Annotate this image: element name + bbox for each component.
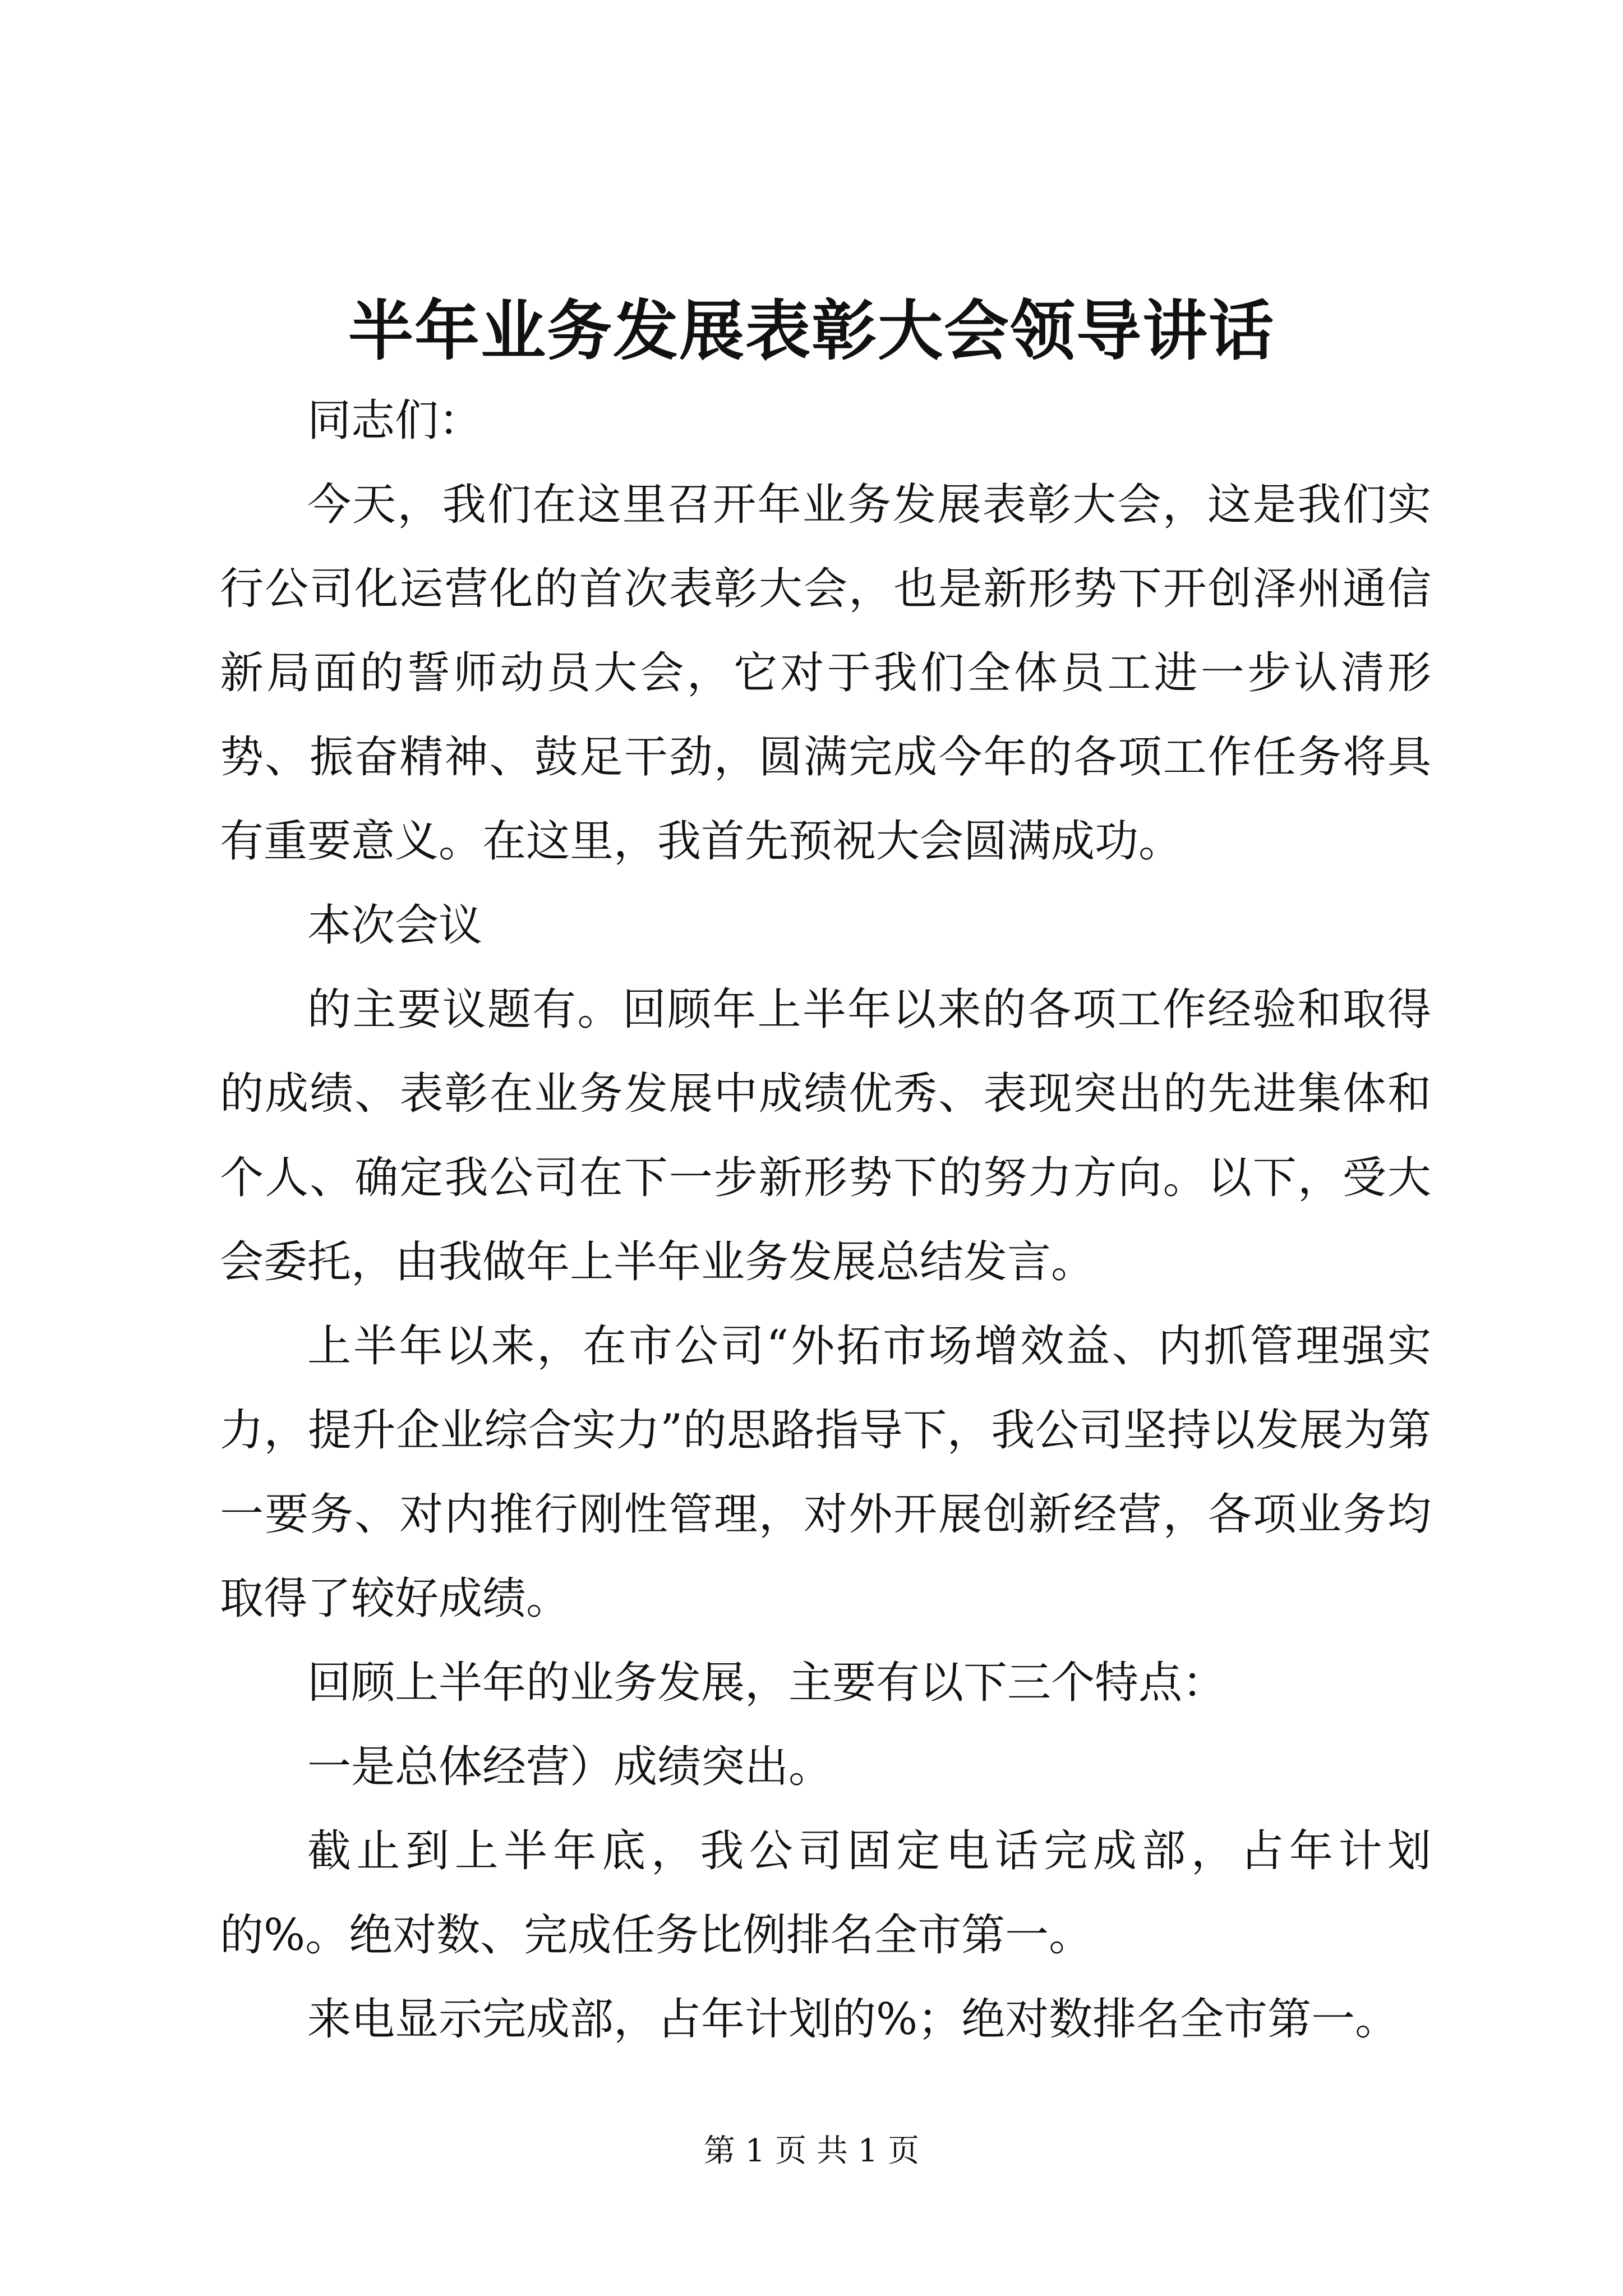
document-body bbox=[220, 379, 1431, 2062]
document-title: 半年业务发展表彰大会领导讲话 bbox=[348, 293, 1275, 369]
paragraph-meeting: 本次会议 bbox=[307, 900, 483, 951]
paragraph-first-half-summary: 上半年以来，在市公司“外拓市场增效益、内抓管理强实力，提升企业综合实力”的思路指导下，我公司坚持以发展为第一要务、对内推行刚性管理，对外开展创新经营，各项业务均取得了较好成绩。 bbox=[220, 1321, 1431, 1624]
paragraph-review-intro: 回顾上半年的业务发展，主要有以下三个特点： bbox=[307, 1658, 1227, 1708]
paragraph-caller-id: 来电显示完成部，占年计划的%；绝对数排名全市第一。 bbox=[307, 1994, 1399, 2045]
paragraph-opening: 今天，我们在这里召开年业务发展表彰大会，这是我们实行公司化运营化的首次表彰大会，也是新形势下开创泽州通信新局面的誓师动员大会，它对于我们全体员工进一步认清形势、振奋精神、鼓足干劲，圆满完成今年的各项工作任务将具有重要意义。在这里，我首先预祝大会圆满成功。 bbox=[220, 480, 1431, 867]
page-footer: 第 1 页 共 1 页 bbox=[703, 2133, 920, 2169]
paragraph-salutation: 同志们： bbox=[307, 395, 483, 446]
paragraph-point-one: 一是总体经营）成绩突出。 bbox=[307, 1742, 833, 1792]
paragraph-agenda: 的主要议题有。回顾年上半年以来的各项工作经验和取得的成绩、表彰在业务发展中成绩优秀、表现突出的先进集体和个人、确定我公司在下一步新形势下的努力方向。以下，受大会委托，由我做年上半年业务发展总结发言。 bbox=[220, 984, 1431, 1287]
paragraph-fixed-phone: 截止到上半年底，我公司固定电话完成部，占年计划的%。绝对数、完成任务比例排名全市第一。 bbox=[220, 1826, 1431, 1961]
